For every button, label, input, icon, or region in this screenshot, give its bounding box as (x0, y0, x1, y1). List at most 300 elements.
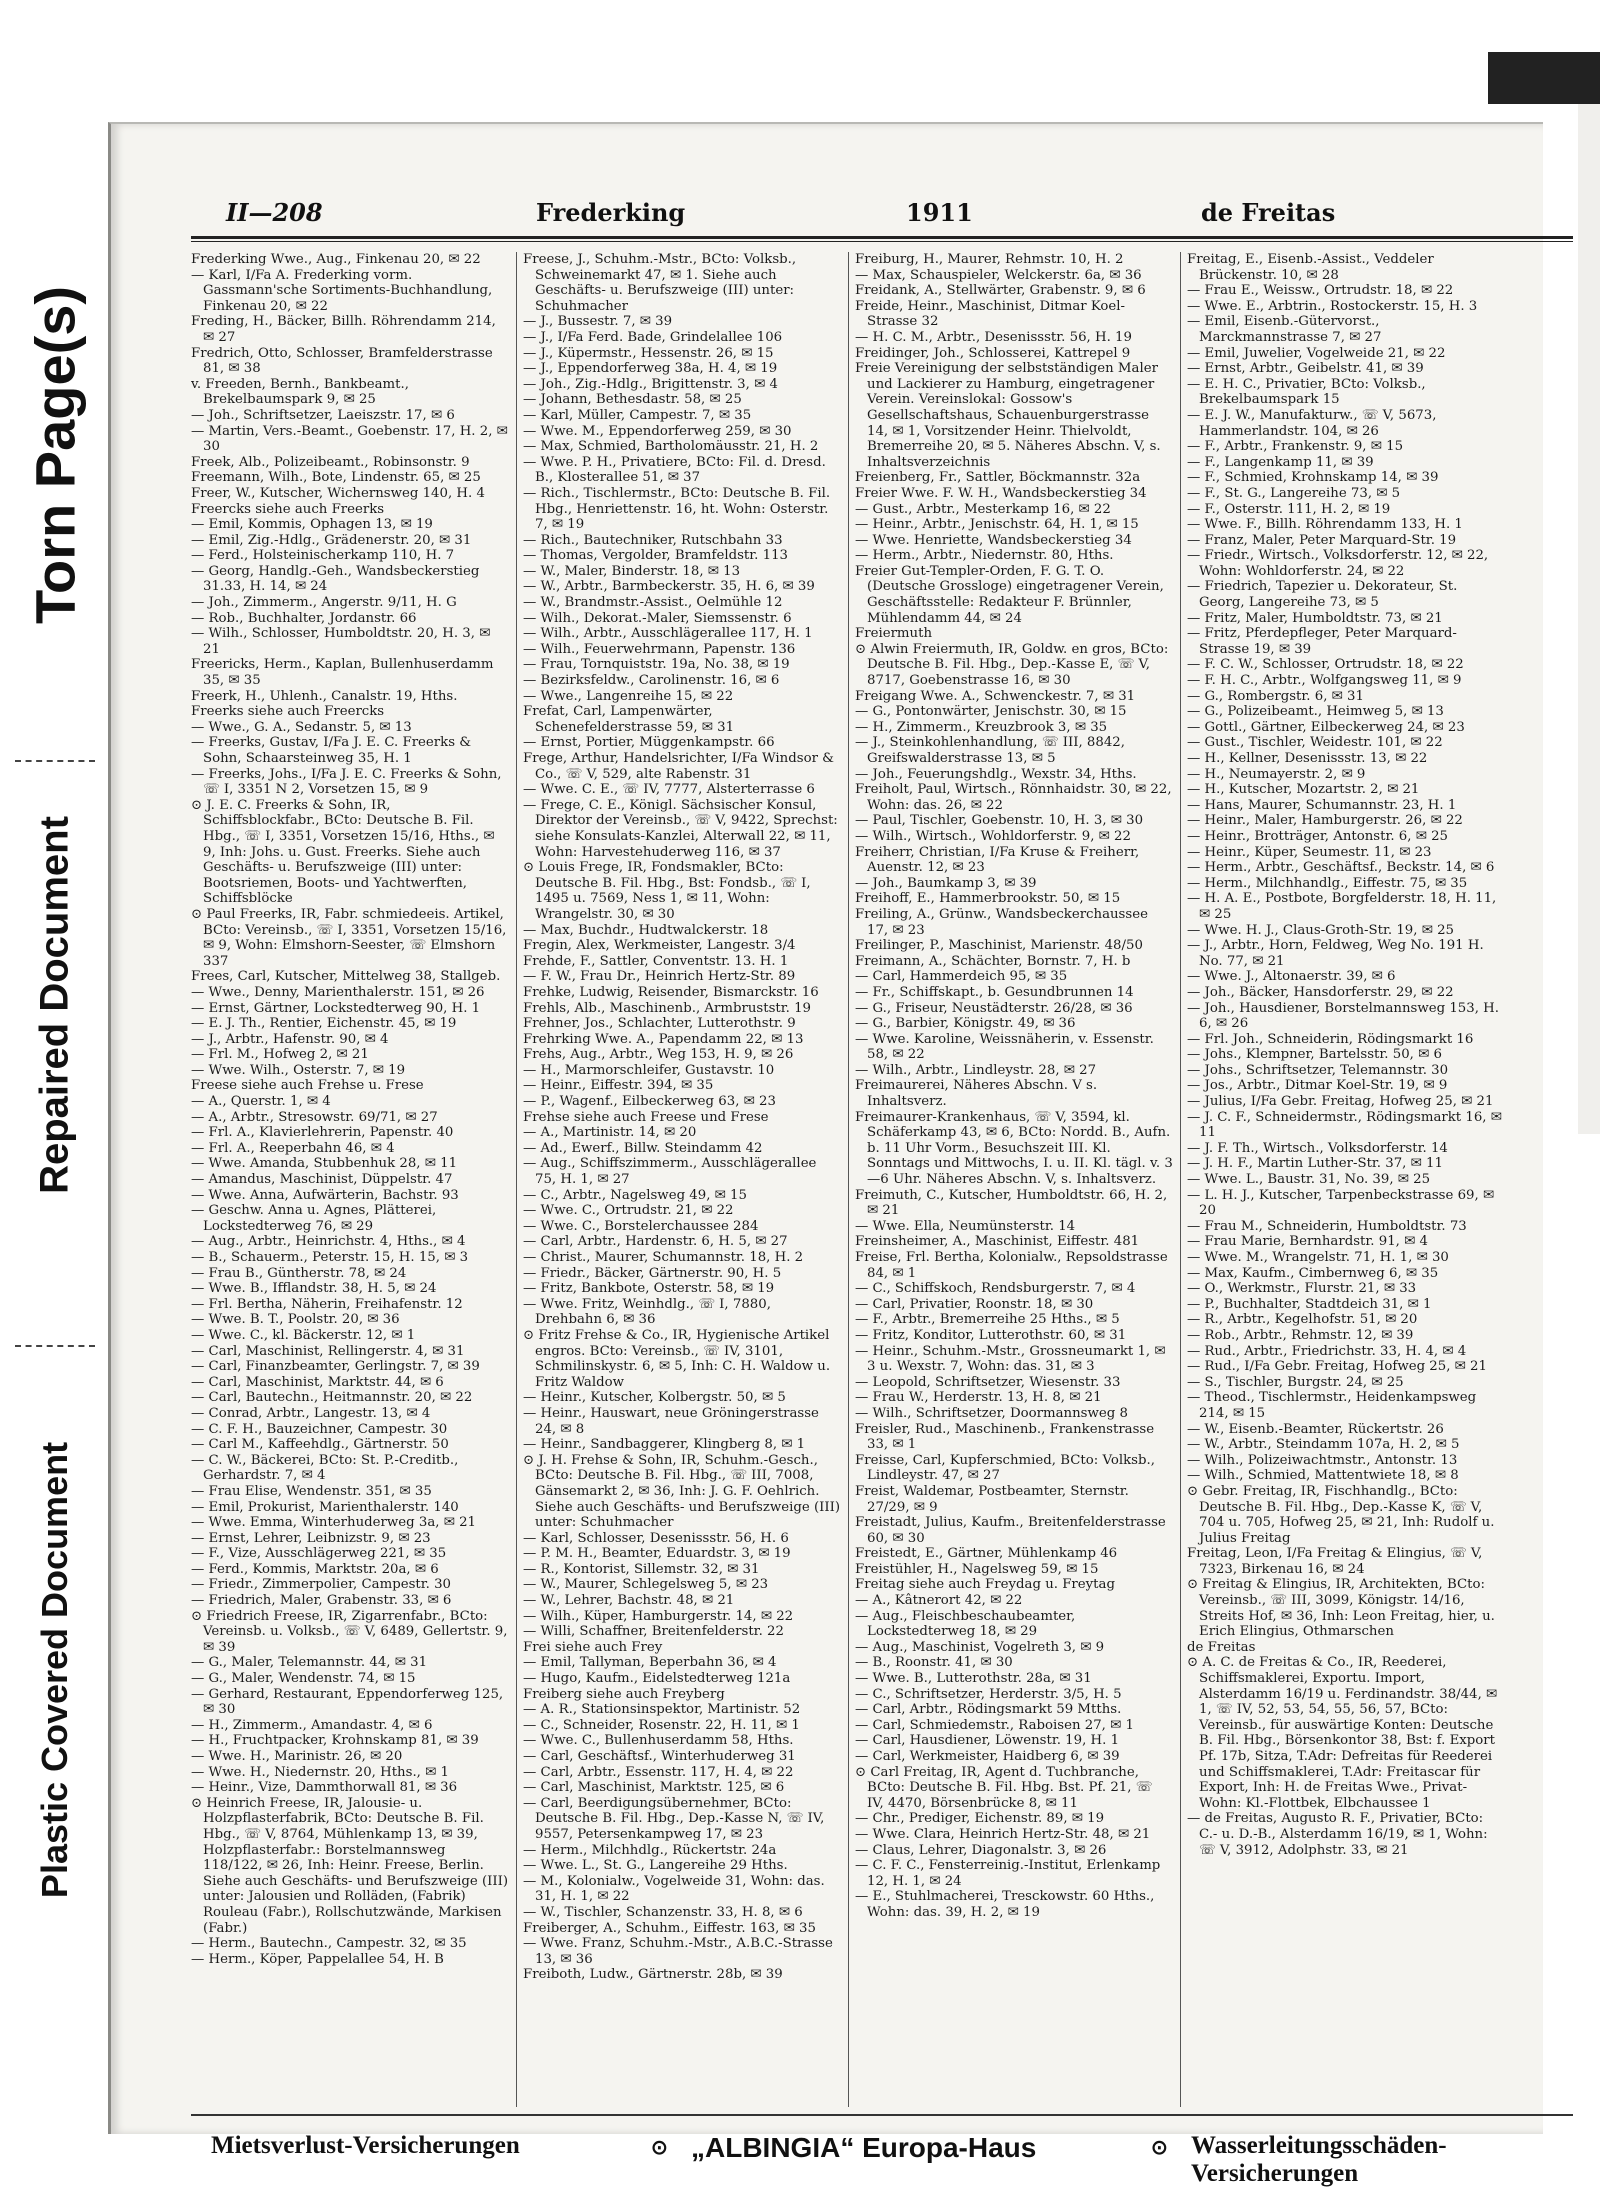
directory-entry: Freistadt, Julius, Kaufm., Breitenfelderstrasse 60, ✉ 30 (855, 1515, 1166, 1546)
directory-entry: — Freerks, Johs., I/Fa J. E. C. Freerks & Sohn, ☏ I, 3351 N 2, Vorsetzen 15, ✉ 9 (191, 766, 502, 798)
directory-entry: Freitag, Leon, I/Fa Freitag & Elingius, ☏ V, 7323, Birkenau 16, ✉ 24 (1187, 1546, 1483, 1577)
directory-entry: — E. J. W., Manufakturw., ☏ V, 5673, Hammerlandstr. 104, ✉ 26 (1187, 407, 1437, 439)
advertisement-footer (191, 2132, 1573, 2187)
directory-entry: — Wwe. P. H., Privatiere, BCto: Fil. d. Dresd. B., Klosterallee 51, ✉ 37 (523, 454, 826, 486)
directory-entry: — Max, Schauspieler, Welckerstr. 6a, ✉ 36 (855, 267, 1142, 283)
directory-entry: — Gerhard, Restaurant, Eppendorferweg 125, ✉ 30 (191, 1686, 504, 1718)
directory-entry: — Wilh., Arbtr., Ausschlägerallee 117, H. 1 (523, 626, 813, 642)
directory-entry: ⊙ Friedrich Freese, IR, Zigarrenfabr., BCto: Vereinsb. u. Volksb., ☏ V, 6489, Gellertstr. 9, ✉ 39 (191, 1608, 508, 1655)
footer-left-text: Mietsverlust-Versicherungen (211, 2132, 520, 2159)
directory-entry: — H., Kellner, Desenissstr. 13, ✉ 22 (1187, 751, 1428, 766)
directory-entry: — Carl, Hausdiener, Löwenstr. 19, H. 1 (855, 1733, 1120, 1749)
directory-entry: — Heinr., Arbtr., Jenischstr. 64, H. 1, ✉ 15 (855, 517, 1139, 533)
directory-entry: ⊙ J. H. Frehse & Sohn, IR, Schuhm.-Gesch., BCto: Deutsche B. Fil. Hbg., ☏ III, 7008, Gänsemarkt 2, ✉ 36, Inh: J. G. F. Oehlrich. Siehe auch Geschäfts- und Berufszweige (III) unter: Schuhmacher (523, 1452, 841, 1531)
directory-entry: — F., St. G., Langereihe 73, ✉ 5 (1187, 485, 1401, 501)
directory-entry: — Wwe. C., Bullenhuserdamm 58, Hths. (523, 1733, 794, 1749)
directory-entry: — C. F. C., Fensterreinig.-Institut, Erlenkamp 12, H. 1, ✉ 24 (855, 1858, 1161, 1889)
directory-entry: — Rud., I/Fa Gebr. Freitag, Hofweg 25, ✉ 21 (1187, 1359, 1487, 1375)
page-edge-strip (1578, 104, 1600, 1134)
header-rule (191, 241, 1573, 242)
directory-entry: — J., Arbtr., Hafenstr. 90, ✉ 4 (191, 1031, 389, 1047)
directory-entry: — Wwe. Henriette, Wandsbeckerstieg 34 (855, 532, 1132, 548)
divider (15, 1345, 95, 1347)
directory-entry: Frehde, F., Sattler, Conventstr. 13. H. 1 (523, 953, 789, 969)
directory-entry: — Johs., Klempner, Bartelsstr. 50, ✉ 6 (1187, 1047, 1442, 1063)
directory-entry: — Wwe. H. J., Claus-Groth-Str. 19, ✉ 25 (1187, 922, 1455, 938)
directory-entry: — Emil, Juwelier, Vogelweide 21, ✉ 22 (1187, 345, 1446, 361)
header-first-entry: Frederking (536, 198, 686, 227)
directory-entry: — Heinr., Brotträger, Antonstr. 6, ✉ 25 (1187, 828, 1449, 844)
directory-entry: — C. W., Bäckerei, BCto: St. P.-Creditb., Gerhardstr. 7, ✉ 4 (191, 1452, 459, 1484)
directory-entry: — Franz, Maler, Peter Marquard-Str. 19 (1187, 532, 1457, 548)
directory-entry: Freidinger, Joh., Schlosserei, Kattrepel 9 (855, 345, 1131, 361)
directory-entry: — Heinr., Schuhm.-Mstr., Grossneumarkt 1, ✉ 3 u. Wexstr. 7, Wohn: das. 31, ✉ 3 (855, 1343, 1166, 1375)
header-year: 1911 (906, 198, 973, 227)
page-header (206, 198, 1571, 234)
directory-entry: — de Freitas, Augusto R. F., Privatier, BCto: C.- u. D.-B., Alsterdamm 16/19, ✉ 1, Wohn: ☏ V, 3912, Adolphstr. 33, ✉ 21 (1187, 1811, 1488, 1858)
directory-entry: — Ernst, Portier, Müggenkampstr. 66 (523, 735, 775, 751)
archive-sidebar (0, 0, 110, 2177)
directory-entry: — Wwe. Ella, Neumünsterstr. 14 (855, 1218, 1076, 1234)
directory-entry: — Friedr., Zimmerpolier, Campestr. 30 (191, 1577, 452, 1593)
directory-entry: — Hans, Maurer, Schumannstr. 23, H. 1 (1187, 797, 1457, 813)
directory-entry: — H., Zimmerm., Kreuzbrook 3, ✉ 35 (855, 719, 1108, 735)
directory-entry: — E., Stuhlmacherei, Tresckowstr. 60 Hths., Wohn: das. 39, H. 2, ✉ 19 (855, 1889, 1155, 1920)
directory-entry: — Wwe. Clara, Heinrich Hertz-Str. 48, ✉ 21 (855, 1826, 1151, 1842)
directory-entry: — J., I/Fa Ferd. Bade, Grindelallee 106 (523, 329, 783, 345)
directory-entry: Freericks, Herm., Kaplan, Bullenhuserdamm 35, ✉ 35 (191, 657, 494, 689)
directory-entry: — C., Schiffskoch, Rendsburgerstr. 7, ✉ 4 (855, 1281, 1136, 1297)
directory-entry: — M., Kolonialw., Vogelweide 31, Wohn: das. 31, H. 1, ✉ 22 (523, 1873, 825, 1905)
directory-entry: Frehner, Jos., Schlachter, Lutterothstr. 9 (523, 1016, 796, 1032)
directory-entry: — Carl M., Kaffeehdlg., Gärtnerstr. 50 (191, 1437, 449, 1453)
directory-entry: — E. J. Th., Rentier, Eichenstr. 45, ✉ 19 (191, 1016, 457, 1032)
directory-entry: Freihoff, E., Hammerbrookstr. 50, ✉ 15 (855, 891, 1121, 907)
directory-entry: Freinsheimer, A., Maschinist, Eiffestr. 481 (855, 1234, 1140, 1250)
directory-entry: Frehls, Alb., Maschinenb., Armbruststr. 19 (523, 1000, 812, 1016)
directory-entry: — Joh., Hausdiener, Borstelmannsweg 153, H. 6, ✉ 26 (1187, 1000, 1499, 1032)
column-divider (1180, 252, 1181, 2107)
directory-entry: — Gust., Tischler, Weidestr. 101, ✉ 22 (1187, 735, 1443, 751)
directory-entry: de Freitas (1187, 1639, 1256, 1655)
directory-entry: Freiburg, H., Maurer, Rehmstr. 10, H. 2 (855, 252, 1124, 267)
directory-entry: Freese, J., Schuhm.-Mstr., BCto: Volksb., Schweinemarkt 47, ✉ 1. Siehe auch Geschäfts- u. Berufszweige (III) unter: Schuhmacher (523, 252, 797, 314)
directory-entry: — Carl, Arbtr., Hardenstr. 6, H. 5, ✉ 27 (523, 1234, 788, 1250)
directory-entry: — Wwe., Denny, Marienthalerstr. 151, ✉ 26 (191, 984, 485, 1000)
directory-entry: Freie Vereinigung der selbstständigen Maler und Lackierer zu Hamburg, eingetragener Verein. Vereinslokal: Gossow's Gesellschaftshaus, Schauenburgerstrasse 14, ✉ 1, Vorsitzender Heinr. Thielvoldt, Bremerreihe 20, ✉ 5. Näheres Abschn. V, s. Inhaltsverzeichnis (855, 361, 1161, 470)
directory-entry: — A., Kâtnerort 42, ✉ 22 (855, 1593, 1023, 1609)
directory-entry: — C., Arbtr., Nagelsweg 49, ✉ 15 (523, 1187, 747, 1203)
directory-entry: — W., Eisenb.-Beamter, Rückertstr. 26 (1187, 1421, 1444, 1437)
directory-entry: — Emil, Kommis, Ophagen 13, ✉ 19 (191, 517, 433, 533)
directory-entry: — W., Arbtr., Barmbeckerstr. 35, H. 6, ✉ 39 (523, 579, 815, 595)
directory-entry: — Herm., Milchhdlg., Rückertstr. 24a (523, 1842, 777, 1858)
directory-entry: — Heinr., Hauswart, neue Gröningerstrasse 24, ✉ 8 (523, 1405, 819, 1437)
directory-entry: — Fritz, Pferdepfleger, Peter Marquard-Strasse 19, ✉ 39 (1187, 626, 1457, 657)
directory-entry: — Frau W., Herderstr. 13, H. 8, ✉ 21 (855, 1390, 1102, 1406)
directory-entry: — Heinr., Küper, Seumestr. 11, ✉ 23 (1187, 844, 1432, 860)
directory-entry: — Claus, Lehrer, Diagonalstr. 3, ✉ 26 (855, 1842, 1107, 1858)
directory-entry: — G., Friseur, Neustädterstr. 26/28, ✉ 36 (855, 1000, 1133, 1016)
directory-entry: — Rich., Tischlermstr., BCto: Deutsche B. Fil. Hbg., Henriettenstr. 16, ht. Wohn: Osterstr. 7, ✉ 19 (523, 485, 831, 533)
directory-entry: — J. C. F., Schneidermstr., Rödingsmarkt 16, ✉ 11 (1187, 1109, 1502, 1141)
directory-entry: Freitag siehe auch Freydag u. Freytag (855, 1577, 1115, 1593)
directory-entry: ⊙ J. E. C. Freerks & Sohn, IR, Schiffsblockfabr., BCto: Deutsche B. Fil. Hbg., ☏ I, 3351, Vorsetzen 15/16, Hths., ✉ 9, Inh: Johs. u. Gust. Freerks. Siehe auch Geschäfts- u. Berufszweige (III) unter: Bootsriemen, Boots- und Yachtwerften, Schiffsblöcke (191, 797, 495, 907)
directory-entry: — W., Lehrer, Bachstr. 48, ✉ 21 (523, 1593, 735, 1609)
directory-entry: — Carl, Maschinist, Marktstr. 44, ✉ 6 (191, 1374, 444, 1390)
directory-entry: v. Freeden, Bernh., Bankbeamt., Brekelbaumspark 9, ✉ 25 (191, 376, 409, 408)
directory-entry: — Friedrich, Tapezier u. Dekorateur, St. Georg, Langereihe 73, ✉ 5 (1187, 579, 1458, 611)
directory-entry: — Joh., Schriftsetzer, Laeiszstr. 17, ✉ 6 (191, 407, 455, 423)
directory-entry: ⊙ Alwin Freiermuth, IR, Goldw. en gros, BCto: Deutsche B. Fil. Hbg., Dep.-Kasse E, ☏ V, 8717, Goebenstrasse 16, ✉ 30 (855, 641, 1169, 689)
directory-entry: — Aug., Arbtr., Heinrichstr. 4, Hths., ✉ 4 (191, 1234, 466, 1250)
directory-entry: — P., Wagenf., Eilbeckerweg 63, ✉ 23 (523, 1094, 776, 1110)
directory-entry: — Ernst, Lehrer, Leibnizstr. 9, ✉ 23 (191, 1530, 431, 1546)
directory-entry: — Wwe. L., Baustr. 31, No. 39, ✉ 25 (1187, 1172, 1431, 1188)
directory-entry: — Wwe. F., Billh. Röhrendamm 133, H. 1 (1187, 517, 1463, 533)
column-divider (516, 252, 517, 2107)
page-edge-tab (1488, 52, 1600, 104)
directory-entry: — Emil, Tallyman, Beperbahn 36, ✉ 4 (523, 1655, 777, 1671)
directory-entry: — Rob., Buchhalter, Jordanstr. 66 (191, 610, 417, 626)
directory-entry: — A. R., Stationsinspektor, Martinistr. 52 (523, 1702, 801, 1718)
directory-page (108, 122, 1543, 2187)
directory-entry: — R., Kontorist, Sillemstr. 32, ✉ 31 (523, 1561, 760, 1577)
directory-entry: — B., Roonstr. 41, ✉ 30 (855, 1655, 1013, 1671)
directory-entry: — J. F. Th., Wirtsch., Volksdorferstr. 14 (1187, 1140, 1448, 1156)
directory-entry: — J. H. F., Martin Luther-Str. 37, ✉ 11 (1187, 1156, 1443, 1172)
repaired-document-label: Repaired Document (32, 816, 77, 1194)
directory-entry: — Herm., Arbtr., Niedernstr. 80, Hths. (855, 548, 1114, 564)
directory-entry: Freistühler, H., Nagelsweg 59, ✉ 15 (855, 1561, 1099, 1577)
directory-entry: — Wwe. E., Arbtrin., Rostockerstr. 15, H. 3 (1187, 298, 1478, 314)
directory-entry: — Ernst, Gärtner, Lockstedterweg 90, H. 1 (191, 1000, 481, 1016)
directory-entry: — Friedr., Wirtsch., Volksdorferstr. 12, ✉ 22, Wohn: Wohldorferstr. 24, ✉ 22 (1187, 548, 1489, 579)
directory-entry: — Frl. M., Hofweg 2, ✉ 21 (191, 1047, 369, 1063)
directory-entry: Freding, H., Bäcker, Billh. Röhrendamm 214, ✉ 27 (191, 314, 496, 345)
directory-entry: Freiberger, A., Schuhm., Eiffestr. 163, ✉ 35 (523, 1920, 816, 1936)
directory-entry: Freercks siehe auch Freerks (191, 501, 385, 517)
directory-entry: — R., Arbtr., Kegelhofstr. 51, ✉ 20 (1187, 1312, 1418, 1328)
directory-entry: Freisse, Carl, Kupferschmied, BCto: Volksb., Lindleystr. 47, ✉ 27 (855, 1452, 1155, 1484)
directory-entry: Fredrich, Otto, Schlosser, Bramfelderstrasse 81, ✉ 38 (191, 345, 493, 377)
directory-entry: — Conrad, Arbtr., Langestr. 13, ✉ 4 (191, 1405, 431, 1421)
directory-entry: — Frau M., Schneiderin, Humboldtstr. 73 (1187, 1218, 1467, 1234)
footer-bullet: ⊙ (651, 2137, 668, 2159)
directory-entry: Freimuth, C., Kutscher, Humboldtstr. 66, H. 2, ✉ 21 (855, 1187, 1168, 1219)
directory-entry: — Carl, Geschäftsf., Winterhuderweg 31 (523, 1749, 796, 1764)
directory-entry: Freidank, A., Stellwärter, Grabenstr. 9, ✉ 6 (855, 283, 1146, 299)
directory-entry: — Johs., Schriftsetzer, Telemannstr. 30 (1187, 1062, 1449, 1078)
directory-entry: — Fritz, Maler, Humboldtstr. 73, ✉ 21 (1187, 610, 1443, 626)
directory-entry: — Frau E., Weissw., Ortrudstr. 18, ✉ 22 (1187, 283, 1454, 299)
directory-entry: — Wwe. Emma, Winterhuderweg 3a, ✉ 21 (191, 1515, 476, 1531)
directory-entry: — Carl, Finanzbeamter, Gerlingstr. 7, ✉ 39 (191, 1359, 480, 1375)
directory-entry: — H., Neumayerstr. 2, ✉ 9 (1187, 766, 1366, 782)
directory-entry: — Wilh., Arbtr., Lindleystr. 28, ✉ 27 (855, 1062, 1097, 1078)
directory-entry: Freigang Wwe. A., Schwenckestr. 7, ✉ 31 (855, 688, 1136, 704)
directory-entry: — G., Polizeibeamt., Heimweg 5, ✉ 13 (1187, 704, 1444, 720)
directory-entry: — Christ., Maurer, Schumannstr. 18, H. 2 (523, 1250, 804, 1265)
directory-entry: — F. C. W., Schlosser, Ortrudstr. 18, ✉ 22 (1187, 657, 1464, 673)
directory-entry: Freienberg, Fr., Sattler, Böckmannstr. 32a (855, 470, 1141, 486)
directory-entry: — C., Schriftsetzer, Herderstr. 3/5, H. 5 (855, 1686, 1122, 1702)
directory-entry: — Wwe. L., St. G., Langereihe 29 Hths. (523, 1858, 788, 1874)
directory-entry: — Jos., Arbtr., Ditmar Koel-Str. 19, ✉ 9 (1187, 1078, 1448, 1094)
directory-entry: — Wilh., Polizeiwachtmstr., Antonstr. 13 (1187, 1452, 1458, 1468)
directory-entry: — Karl, Schlosser, Desenissstr. 56, H. 6 (523, 1530, 789, 1546)
column-divider (848, 252, 849, 2107)
directory-entry: — Theod., Tischlermstr., Heidenkampsweg 214, ✉ 15 (1187, 1390, 1477, 1421)
directory-entry: — Frl. Joh., Schneiderin, Rödingsmarkt 16 (1187, 1031, 1474, 1047)
directory-entry: — Herm., Milchhandlg., Eiffestr. 75, ✉ 35 (1187, 875, 1468, 891)
directory-entry: — Frl. A., Reeperbahn 46, ✉ 4 (191, 1140, 395, 1156)
directory-entry: Freiherr, Christian, I/Fa Kruse & Freiherr, Auenstr. 12, ✉ 23 (855, 844, 1140, 876)
directory-entry: — J., Küpermstr., Hessenstr. 26, ✉ 15 (523, 345, 774, 361)
directory-entry: — W., Brandmstr.-Assist., Oelmühle 12 (523, 595, 783, 611)
directory-entry: — Willi, Schaffner, Breitenfelderstr. 22 (523, 1624, 784, 1640)
directory-entry: — Aug., Fleischbeschaubeamter, Lockstedterweg 18, ✉ 29 (855, 1608, 1076, 1640)
directory-entry: — Wwe. Wilh., Osterstr. 7, ✉ 19 (191, 1062, 406, 1078)
directory-entry: — Frau Elise, Wendenstr. 351, ✉ 35 (191, 1483, 432, 1499)
directory-entry: — Amandus, Maschinist, Düppelstr. 47 (191, 1172, 453, 1188)
directory-entry: Frehse siehe auch Freese und Frese (523, 1109, 769, 1125)
directory-entry: — F., Schmied, Krohnskamp 14, ✉ 39 (1187, 470, 1439, 486)
directory-entry: — F. H. C., Arbtr., Wolfgangsweg 11, ✉ 9 (1187, 673, 1462, 689)
directory-entry: Freerks siehe auch Freercks (191, 704, 385, 720)
directory-entry: — Frau Marie, Bernhardstr. 91, ✉ 4 (1187, 1234, 1428, 1250)
directory-entry: ⊙ A. C. de Freitas & Co., IR, Reederei, Schiffsmaklerei, Exportu. Import, Alsterdamm 16/19 u. Ferdinandstr. 38/44, ✉ 1, ☏ IV, 52, 53, 54, 55, 56, 57, BCto: Vereinsb., für auswärtige Konten: Deutsche B. Fil. Hbg., Börsenkontor 38, Bst: f. Export Pf. 17b, Sitza, T.Adr: Defreitas für Reederei und Schiffsmaklerei, T.Adr: Freitascar für Export, Inh: H. de Freitas Wwe., Privat-Wohn: Kl.-Flottbek, Elbchaussee 1 (1187, 1655, 1498, 1811)
directory-entry: Freiholt, Paul, Wirtsch., Rönnhaidstr. 30, ✉ 22, Wohn: das. 26, ✉ 22 (855, 782, 1172, 813)
directory-entry: — Wwe. H., Niedernstr. 20, Hths., ✉ 1 (191, 1764, 449, 1780)
directory-entry: — Wwe. B., Ifflandstr. 38, H. 5, ✉ 24 (191, 1281, 437, 1297)
directory-entry: — Karl, I/Fa A. Frederking vorm. Gassmann'sche Sortiments-Buchhandlung, Finkenau 20, ✉ 22 (191, 267, 493, 314)
directory-entry: — L. H. J., Kutscher, Tarpenbeckstrasse 69, ✉ 20 (1187, 1187, 1495, 1219)
directory-entry: ⊙ Louis Frege, IR, Fondsmakler, BCto: Deutsche B. Fil. Hbg., Bst: Fondsb., ☏ I, 1495 u. 7569, Ness 1, ✉ 11, Wohn: Wrangelstr. 30, ✉ 30 (523, 860, 811, 922)
directory-entry: — J., Arbtr., Horn, Feldweg, Weg No. 191 H. No. 77, ✉ 21 (1187, 938, 1484, 969)
directory-entry: — Wwe. C. E., ☏ IV, 7777, Alsterterrasse 6 (523, 782, 815, 798)
directory-entry: — Carl, Arbtr., Essenstr. 117, H. 4, ✉ 22 (523, 1764, 794, 1780)
column-4 (1187, 252, 1505, 2102)
page-number: II—208 (226, 198, 323, 227)
directory-entry: — Emil, Zig.-Hdlg., Grädenerstr. 20, ✉ 31 (191, 532, 472, 548)
directory-entry: Fregin, Alex, Werkmeister, Langestr. 3/4 (523, 938, 796, 954)
directory-entry: — C., Schneider, Rosenstr. 22, H. 11, ✉ 1 (523, 1717, 800, 1733)
directory-entry: Frehke, Ludwig, Reisender, Bismarckstr. 16 (523, 984, 819, 1000)
directory-entry: — Carl, Hammerdeich 95, ✉ 35 (855, 969, 1068, 985)
directory-entry: Freese siehe auch Frehse u. Frese (191, 1078, 424, 1094)
directory-entry: — Fritz, Bankbote, Osterstr. 58, ✉ 19 (523, 1281, 775, 1297)
directory-entry: — O., Werkmstr., Flurstr. 21, ✉ 33 (1187, 1281, 1417, 1297)
directory-entry: — A., Querstr. 1, ✉ 4 (191, 1094, 331, 1110)
directory-entry: — Carl, Privatier, Roonstr. 18, ✉ 30 (855, 1296, 1094, 1312)
directory-entry: — S., Tischler, Burgstr. 24, ✉ 25 (1187, 1374, 1404, 1390)
directory-entry: — Gust., Arbtr., Mesterkamp 16, ✉ 22 (855, 501, 1111, 517)
directory-entry: — Rob., Arbtr., Rehmstr. 12, ✉ 39 (1187, 1327, 1414, 1343)
header-last-entry: de Freitas (1201, 198, 1336, 227)
directory-entry: — Aug., Schiffszimmerm., Ausschlägerallee 75, H. 1, ✉ 27 (523, 1156, 817, 1188)
directory-entry: — Herm., Köper, Pappelallee 54, H. B (191, 1951, 444, 1967)
directory-entry: — Wilh., Schriftsetzer, Doormannsweg 8 (855, 1405, 1128, 1421)
directory-entry: Freemann, Wilh., Bote, Lindenstr. 65, ✉ 25 (191, 470, 481, 486)
directory-entry: — Wwe. B., Lutterothstr. 28a, ✉ 31 (855, 1671, 1092, 1687)
directory-entry: — Herm., Arbtr., Geschäftsf., Beckstr. 14, ✉ 6 (1187, 860, 1495, 876)
directory-entry: — Fritz, Konditor, Lutterothstr. 60, ✉ 31 (855, 1327, 1127, 1343)
directory-entry: — Wilh., Schlosser, Humboldtstr. 20, H. 3, ✉ 21 (191, 626, 491, 657)
directory-entry: — G., Maler, Wendenstr. 74, ✉ 15 (191, 1671, 416, 1687)
directory-entry: — Friedrich, Maler, Grabenstr. 33, ✉ 6 (191, 1593, 452, 1609)
directory-entry: — Wwe., G. A., Sedanstr. 5, ✉ 13 (191, 719, 412, 735)
directory-entry: — P. M. H., Beamter, Eduardstr. 3, ✉ 19 (523, 1546, 791, 1562)
directory-entry: — Joh., Feuerungshdlg., Wexstr. 34, Hths. (855, 766, 1137, 782)
directory-entry: Freitag, E., Eisenb.-Assist., Veddeler Brückenstr. 10, ✉ 28 (1187, 252, 1434, 283)
directory-entry: — W., Maurer, Schlegelsweg 5, ✉ 23 (523, 1577, 769, 1593)
directory-entry: ⊙ Fritz Frehse & Co., IR, Hygienische Artikel engros. BCto: Vereinsb., ☏ IV, 3101, Schmilinskystr. 6, ✉ 5, Inh: C. H. Waldow u. Fritz Waldow (523, 1327, 831, 1390)
directory-entry: Frei siehe auch Frey (523, 1639, 663, 1655)
directory-entry: — Carl, Bautechn., Heitmannstr. 20, ✉ 22 (191, 1390, 473, 1406)
directory-entry: — F., Vize, Ausschlägerweg 221, ✉ 35 (191, 1546, 447, 1562)
directory-entry: — Carl, Maschinist, Marktstr. 125, ✉ 6 (523, 1780, 785, 1796)
directory-entry: — Aug., Maschinist, Vogelreth 3, ✉ 9 (855, 1639, 1105, 1655)
torn-pages-label: Torn Page(s) (23, 285, 87, 625)
directory-entry: — W., Arbtr., Steindamm 107a, H. 2, ✉ 5 (1187, 1437, 1460, 1453)
directory-entry: — Wwe. Anna, Aufwärterin, Bachstr. 93 (191, 1187, 459, 1203)
directory-entry: — Carl, Arbtr., Rödingsmarkt 59 Mtths. (855, 1702, 1122, 1718)
directory-entry: — A., Arbtr., Stresowstr. 69/71, ✉ 27 (191, 1109, 438, 1125)
footer-center-text: „ALBINGIA“ Europa-Haus (691, 2132, 1037, 2163)
directory-entry: — Joh., Baumkamp 3, ✉ 39 (855, 875, 1037, 891)
directory-entry: Frederking Wwe., Aug., Finkenau 20, ✉ 22 (191, 252, 481, 267)
directory-entry: — C. F. H., Bauzeichner, Campestr. 30 (191, 1421, 448, 1437)
directory-entry: Freiberg siehe auch Freyberg (523, 1686, 725, 1702)
directory-entry: Freiboth, Ludw., Gärtnerstr. 28b, ✉ 39 (523, 1967, 783, 1983)
directory-entry: — Friedr., Bäcker, Gärtnerstr. 90, H. 5 (523, 1265, 782, 1281)
directory-entry: ⊙ Paul Freerks, IR, Fabr. schmiedeeis. Artikel, BCto: Vereinsb., ☏ I, 3351, Vorsetzen 15/16, ✉ 9, Wohn: Elmshorn-Seester, ☏ Elmshorn 337 (191, 906, 507, 969)
directory-entry: — Karl, Müller, Campestr. 7, ✉ 35 (523, 407, 752, 423)
directory-entry: Frege, Arthur, Handelsrichter, I/Fa Windsor & Co., ☏ V, 529, alte Rabenstr. 31 (523, 751, 835, 782)
directory-entry: Freier Gut-Templer-Orden, F. G. T. O. (Deutsche Grossloge) eingetragener Verein, Geschäftsstelle: Redakteur F. Brünnler, Mühlendamm 44, ✉ 24 (855, 563, 1164, 626)
directory-entry: — Paul, Tischler, Goebenstr. 10, H. 3, ✉ 30 (855, 813, 1144, 829)
directory-entry: — J., Eppendorferweg 38a, H. 4, ✉ 19 (523, 361, 778, 377)
directory-entry: Freier Wwe. F. W. H., Wandsbeckerstieg 34 (855, 485, 1147, 501)
footer-right-text: Wasserleitungsschäden-Versicherungen (1191, 2132, 1447, 2187)
directory-entry: — W., Maler, Binderstr. 18, ✉ 13 (523, 563, 741, 579)
directory-entry: — Carl, Werkmeister, Haidberg 6, ✉ 39 (855, 1749, 1120, 1764)
directory-entry: — Leopold, Schriftsetzer, Wiesenstr. 33 (855, 1374, 1121, 1390)
directory-entry: — Carl, Beerdigungsübernehmer, BCto: Deutsche B. Fil. Hbg., Dep.-Kasse N, ☏ IV, 9557, Petersenkampweg 17, ✉ 23 (523, 1795, 825, 1842)
directory-entry: Freimann, A., Schächter, Bornstr. 7, H. b (855, 953, 1131, 969)
directory-entry: — Herm., Bautechn., Campestr. 32, ✉ 35 (191, 1936, 467, 1952)
directory-entry: ⊙ Heinrich Freese, IR, Jalousie- u. Holzpflasterfabrik, BCto: Deutsche B. Fil. Hbg., ☏ V, 8764, Mühlenkamp 13, ✉ 39, Holzpflasterfabr.: Borstelmannsweg 118/122, ✉ 26, Inh: Heinr. Freese, Berlin. Siehe auch Geschäfts- und Berufszweige (III) unter: Jalousien und Rolläden, (Fabrik) Rouleau (Fabr.), Rollschutzwände, Markisen (Fabr.) (191, 1795, 509, 1936)
directory-entry: — Gottl., Gärtner, Eilbeckerweg 24, ✉ 23 (1187, 719, 1465, 735)
directory-entry: Freilinger, P., Maschinist, Marienstr. 48/50 (855, 938, 1143, 954)
directory-entry: — Ferd., Holsteinischerkamp 110, H. 7 (191, 548, 455, 564)
divider (15, 760, 95, 762)
directory-entry: — J., Steinkohlenhandlung, ☏ III, 8842, Greifswalderstrasse 13, ✉ 5 (855, 735, 1125, 766)
directory-entry: — G., Maler, Telemannstr. 44, ✉ 31 (191, 1655, 428, 1671)
directory-entry: — Joh., Zimmerm., Angerstr. 9/11, H. G (191, 595, 457, 611)
directory-entry: — H., Kutscher, Mozartstr. 2, ✉ 21 (1187, 782, 1420, 798)
directory-entry: — Georg, Handlg.-Geh., Wandsbeckerstieg 31.33, H. 14, ✉ 24 (191, 563, 480, 595)
directory-entry: — Carl, Maschinist, Rellingerstr. 4, ✉ 31 (191, 1343, 465, 1359)
directory-entry: — Heinr., Sandbaggerer, Klingberg 8, ✉ 1 (523, 1437, 806, 1453)
directory-entry: — H. C. M., Arbtr., Desenissstr. 56, H. 19 (855, 329, 1132, 345)
directory-entry: — Wwe. M., Eppendorferweg 259, ✉ 30 (523, 423, 792, 439)
directory-entry: — H., Fruchtpacker, Krohnskamp 81, ✉ 39 (191, 1733, 479, 1749)
directory-entry: — Julius, I/Fa Gebr. Freitag, Hofweg 25, ✉ 21 (1187, 1094, 1494, 1110)
directory-entry: — Frege, C. E., Königl. Sächsischer Konsul, Direktor der Vereinsb., ☏ V, 9422, Sprechst: siehe Konsulats-Kanzlei, Alterwall 22, ✉ 11, Wohn: Harvestehuderweg 116, ✉ 37 (523, 797, 838, 860)
directory-entry: Freisler, Rud., Maschinenb., Frankenstrasse 33, ✉ 1 (855, 1421, 1155, 1453)
directory-entry: — E. H. C., Privatier, BCto: Volksb., Brekelbaumspark 15 (1187, 376, 1426, 408)
directory-entry: — F. W., Frau Dr., Heinrich Hertz-Str. 89 (523, 969, 796, 985)
directory-entry: — Heinr., Eiffestr. 394, ✉ 35 (523, 1078, 714, 1094)
directory-entry: — F., Arbtr., Bremerreihe 25 Hths., ✉ 5 (855, 1312, 1120, 1328)
directory-entry: — Wilh., Schmied, Mattentwiete 18, ✉ 8 (1187, 1468, 1459, 1484)
directory-entry: Freiling, A., Grünw., Wandsbeckerchaussee 17, ✉ 23 (855, 906, 1148, 938)
directory-entry: Freimaurer-Krankenhaus, ☏ V, 3594, kl. Schäferkamp 43, ✉ 6, BCto: Nordd. B., Aufn. b. 11 Uhr Vorm., Besuchszeit III. Kl. Sonntags und Mittwochs, I. u. II. Kl. tägl. v. 3—6 Uhr. Näheres Abschn. V, s. Inhaltsverz. (855, 1109, 1173, 1188)
directory-entry: — Wwe. Fritz, Weinhdlg., ☏ I, 7880, Drehbahn 6, ✉ 36 (523, 1296, 771, 1328)
directory-entry: Freerk, H., Uhlenh., Canalstr. 19, Hths. (191, 688, 458, 704)
directory-entry: ⊙ Gebr. Freitag, IR, Fischhandlg., BCto: Deutsche B. Fil. Hbg., Dep.-Kasse K, ☏ V, 704 u. 705, Hofweg 25, ✉ 21, Inh: Rudolf u. Julius Freitag (1187, 1483, 1495, 1546)
directory-entry: — G., Barbier, Königstr. 49, ✉ 36 (855, 1016, 1076, 1032)
directory-entry: — F., Arbtr., Frankenstr. 9, ✉ 15 (1187, 439, 1404, 455)
directory-entry: ⊙ Freitag & Elingius, IR, Architekten, BCto: Vereinsb., ☏ III, 3099, Königstr. 14/16, Streits Hof, ✉ 36, Inh: Leon Freitag, hier, u. Erich Elingius, Othmarschen (1187, 1577, 1495, 1640)
directory-entry: — Heinr., Maler, Hamburgerstr. 26, ✉ 22 (1187, 813, 1463, 829)
directory-entry: — Bezirksfeldw., Carolinenstr. 16, ✉ 6 (523, 673, 780, 689)
directory-entry: — Wwe. Franz, Schuhm.-Mstr., A.B.C.-Strasse 13, ✉ 36 (523, 1936, 833, 1967)
directory-entry: Freer, W., Kutscher, Wichernsweg 140, H. 4 (191, 485, 485, 501)
directory-entry: Frehrking Wwe. A., Papendamm 22, ✉ 13 (523, 1031, 804, 1047)
directory-entry: — Max, Buchdr., Hudtwalckerstr. 18 (523, 922, 769, 938)
directory-entry: — Max, Schmied, Bartholomäusstr. 21, H. 2 (523, 439, 819, 455)
directory-entry: Freide, Heinr., Maschinist, Ditmar Koel-Strasse 32 (855, 298, 1126, 330)
directory-entry: — Heinr., Vize, Dammthorwall 81, ✉ 36 (191, 1780, 458, 1796)
directory-entry: Frees, Carl, Kutscher, Mittelweg 38, Stallgeb. (191, 969, 501, 985)
directory-entry: — Martin, Vers.-Beamt., Goebenstr. 17, H. 2, ✉ 30 (191, 423, 508, 455)
directory-entry: — Rud., Arbtr., Friedrichstr. 33, H. 4, ✉ 4 (1187, 1343, 1467, 1359)
directory-entry: — Wwe. Amanda, Stubbenhuk 28, ✉ 11 (191, 1156, 458, 1172)
column-2 (523, 252, 841, 2102)
footer-bullet: ⊙ (1151, 2137, 1168, 2159)
directory-entry: — H., Marmorschleifer, Gustavstr. 10 (523, 1062, 775, 1078)
directory-entry: — Ferd., Kommis, Marktstr. 20a, ✉ 6 (191, 1561, 439, 1577)
directory-entry: — Max, Kaufm., Cimbernweg 6, ✉ 35 (1187, 1265, 1439, 1281)
directory-entry: — Wwe. M., Wrangelstr. 71, H. 1, ✉ 30 (1187, 1250, 1449, 1265)
directory-entry: Freiermuth (855, 626, 933, 642)
directory-entry: — Wwe. J., Altonaerstr. 39, ✉ 6 (1187, 969, 1396, 985)
directory-entry: — F., Osterstr. 111, H. 2, ✉ 19 (1187, 501, 1391, 517)
directory-entry: — J., Bussestr. 7, ✉ 39 (523, 314, 673, 330)
directory-entry: — Heinr., Kutscher, Kolbergstr. 50, ✉ 5 (523, 1390, 786, 1406)
directory-entry: — Ernst, Arbtr., Geibelstr. 41, ✉ 39 (1187, 361, 1424, 377)
column-3 (855, 252, 1173, 2102)
directory-entry: — Geschw. Anna u. Agnes, Plätterei, Lockstedterweg 76, ✉ 29 (191, 1203, 437, 1234)
directory-entry: — Wilh., Dekorat.-Maler, Siemssenstr. 6 (523, 610, 792, 626)
directory-entry: — Wwe. B. T., Poolstr. 20, ✉ 36 (191, 1312, 400, 1328)
directory-entry: — Rich., Bautechniker, Rutschbahn 33 (523, 532, 783, 548)
directory-entry: — Emil, Prokurist, Marienthalerstr. 140 (191, 1499, 459, 1515)
directory-entry: — Wilh., Wirtsch., Wohldorferstr. 9, ✉ 22 (855, 828, 1131, 844)
directory-entry: — Frl. A., Klavierlehrerin, Papenstr. 40 (191, 1125, 454, 1141)
directory-entry: — Ad., Ewerf., Billw. Steindamm 42 (523, 1140, 763, 1156)
directory-entry: — G., Rombergstr. 6, ✉ 31 (1187, 688, 1364, 704)
directory-entry: — H., Zimmerm., Amandastr. 4, ✉ 6 (191, 1717, 433, 1733)
directory-entry: — Wwe. C., kl. Bäckerstr. 12, ✉ 1 (191, 1327, 416, 1343)
column-1 (191, 252, 509, 2102)
directory-entry: Freistedt, E., Gärtner, Mühlenkamp 46 (855, 1546, 1118, 1562)
directory-entry: — Hugo, Kaufm., Eidelstedterweg 121a (523, 1671, 791, 1687)
directory-entry: — Wwe. C., Borstelerchaussee 284 (523, 1218, 759, 1234)
